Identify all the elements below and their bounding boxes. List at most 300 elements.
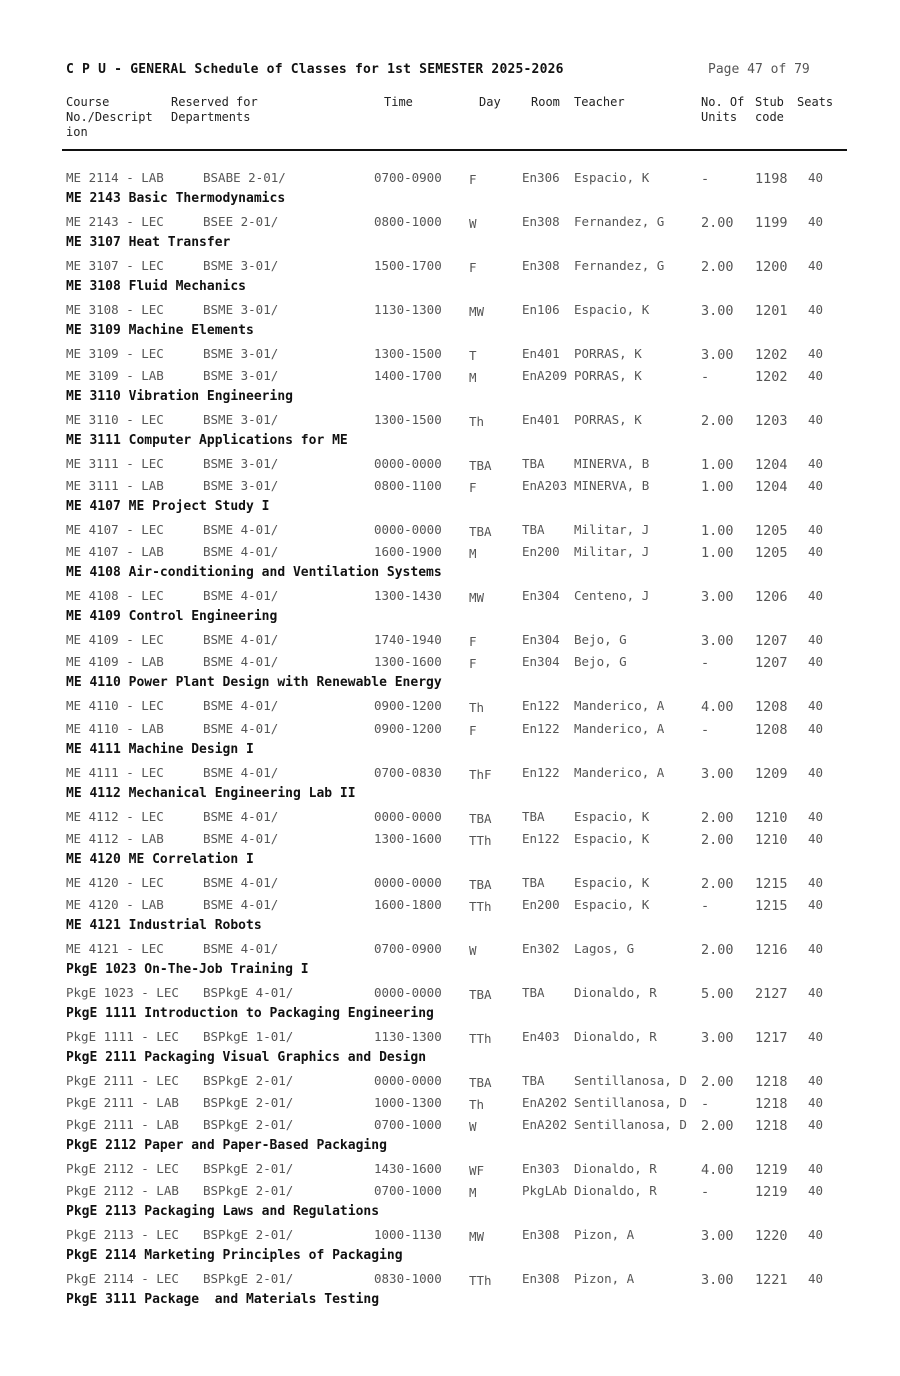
- schedule-row: [0, 632, 900, 652]
- cell-stub: 1221: [755, 1272, 788, 1288]
- col-reserved: Reserved for Departments: [171, 95, 258, 124]
- course-group-title: ME 3107 Heat Transfer: [66, 235, 231, 251]
- cell-stub: 1217: [755, 1029, 788, 1046]
- cell-time: 1600-1900: [374, 544, 442, 560]
- cell-day: TBA: [469, 876, 492, 892]
- cell-dept: BSME 4-01/: [203, 720, 279, 736]
- cell-code: ME 4112 - LAB: [66, 830, 164, 846]
- cell-dept: BSME 4-01/: [203, 874, 279, 890]
- cell-code: ME 3111 - LAB: [66, 478, 164, 494]
- cell-teacher: Manderico, A: [574, 720, 665, 736]
- cell-seats: 40: [808, 1160, 824, 1176]
- cell-code: ME 3108 - LEC: [66, 302, 164, 318]
- cell-day: TBA: [469, 1074, 492, 1090]
- cell-seats: 40: [808, 302, 824, 318]
- cell-time: 0700-1000: [374, 1182, 442, 1198]
- cell-room: En308: [522, 214, 560, 230]
- cell-day: F: [469, 722, 477, 738]
- cell-seats: 40: [808, 1226, 824, 1242]
- cell-dept: BSPkgE 4-01/: [203, 984, 294, 1000]
- cell-units: 2.00: [701, 831, 734, 848]
- cell-day: TTh: [469, 1030, 492, 1046]
- cell-dept: BSME 4-01/: [203, 896, 279, 912]
- cell-stub: 1210: [755, 809, 788, 826]
- cell-time: 1500-1700: [374, 258, 442, 274]
- cell-code: ME 4111 - LEC: [66, 764, 164, 780]
- cell-code: ME 4108 - LEC: [66, 588, 164, 604]
- course-group-title: PkgE 2112 Paper and Paper-Based Packaging: [66, 1137, 387, 1153]
- cell-time: 0700-1000: [374, 1116, 442, 1132]
- cell-code: ME 3109 - LEC: [66, 346, 164, 362]
- cell-code: ME 4110 - LEC: [66, 698, 164, 714]
- cell-room: En302: [522, 940, 560, 956]
- cell-code: PkgE 2111 - LAB: [66, 1094, 179, 1110]
- cell-seats: 40: [808, 720, 824, 736]
- cell-dept: BSPkgE 1-01/: [203, 1028, 294, 1044]
- cell-units: 1.00: [701, 457, 734, 474]
- course-group-title: ME 4120 ME Correlation I: [66, 851, 254, 867]
- cell-units: 3.00: [701, 765, 734, 782]
- schedule-row: [0, 1095, 900, 1115]
- cell-units: 3.00: [701, 589, 734, 606]
- cell-dept: BSPkgE 2-01/: [203, 1072, 294, 1088]
- cell-seats: 40: [808, 456, 824, 472]
- cell-day: TTh: [469, 1273, 492, 1288]
- cell-time: 1600-1800: [374, 896, 442, 912]
- cell-dept: BSME 3-01/: [203, 346, 279, 362]
- cell-code: PkgE 1111 - LEC: [66, 1028, 179, 1044]
- cell-dept: BSEE 2-01/: [203, 214, 279, 230]
- cell-day: TBA: [469, 986, 492, 1002]
- cell-seats: 40: [808, 170, 824, 185]
- cell-teacher: Militar, J: [574, 522, 650, 538]
- cell-room: En122: [522, 830, 560, 846]
- page-number: Page 47 of 79: [708, 62, 810, 77]
- cell-time: 1300-1430: [374, 588, 442, 604]
- cell-seats: 40: [808, 1182, 824, 1198]
- col-room: Room: [531, 95, 560, 109]
- schedule-row: [0, 985, 900, 1005]
- schedule-row: [0, 588, 900, 608]
- cell-room: TBA: [522, 874, 545, 890]
- cell-stub: 1207: [755, 655, 788, 672]
- schedule-row: [0, 1029, 900, 1049]
- schedule-row: [0, 412, 900, 432]
- cell-teacher: Pizon, A: [574, 1226, 635, 1242]
- cell-teacher: PORRAS, K: [574, 346, 642, 362]
- cell-day: TBA: [469, 458, 492, 474]
- cell-time: 0000-0000: [374, 456, 442, 472]
- cell-dept: BSME 4-01/: [203, 654, 279, 670]
- cell-seats: 40: [808, 588, 824, 604]
- cell-seats: 40: [808, 478, 824, 494]
- cell-units: 5.00: [701, 985, 734, 1002]
- cell-teacher: MINERVA, B: [574, 478, 650, 494]
- cell-seats: 40: [808, 940, 824, 956]
- cell-day: TBA: [469, 810, 492, 826]
- cell-room: En122: [522, 698, 560, 714]
- course-group-title: ME 2143 Basic Thermodynamics: [66, 191, 286, 207]
- course-group-title: PkgE 2113 Packaging Laws and Regulations: [66, 1203, 380, 1219]
- cell-teacher: Espacio, K: [574, 808, 650, 824]
- cell-dept: BSME 3-01/: [203, 456, 279, 472]
- cell-dept: BSME 4-01/: [203, 522, 279, 538]
- schedule-row: [0, 765, 900, 785]
- cell-room: EnA202: [522, 1094, 568, 1110]
- cell-dept: BSPkgE 2-01/: [203, 1182, 294, 1198]
- cell-stub: 2127: [755, 985, 788, 1002]
- cell-stub: 1198: [755, 171, 788, 187]
- cell-time: 1300-1500: [374, 412, 442, 428]
- schedule-row: [0, 170, 900, 190]
- cell-teacher: Dionaldo, R: [574, 1182, 657, 1198]
- cell-code: ME 4109 - LEC: [66, 632, 164, 648]
- cell-teacher: Bejo, G: [574, 632, 627, 648]
- cell-units: 2.00: [701, 215, 734, 232]
- cell-code: PkgE 2111 - LAB: [66, 1116, 179, 1132]
- schedule-row: [0, 1117, 900, 1137]
- cell-stub: 1218: [755, 1073, 788, 1090]
- cell-stub: 1206: [755, 589, 788, 606]
- cell-units: 1.00: [701, 479, 734, 496]
- cell-teacher: Dionaldo, R: [574, 1028, 657, 1044]
- cell-stub: 1202: [755, 347, 788, 364]
- cell-dept: BSME 4-01/: [203, 940, 279, 956]
- schedule-row: [0, 831, 900, 851]
- cell-day: Th: [469, 1096, 485, 1112]
- cell-time: 0700-0830: [374, 764, 442, 780]
- col-seats: Seats: [797, 95, 834, 109]
- cell-units: 2.00: [701, 941, 734, 958]
- cell-units: 3.00: [701, 1029, 734, 1046]
- cell-time: 1300-1600: [374, 830, 442, 846]
- cell-teacher: Sentillanosa, D: [574, 1072, 687, 1088]
- cell-stub: 1215: [755, 875, 788, 892]
- cell-units: 2.00: [701, 875, 734, 892]
- schedule-row: [0, 1271, 900, 1291]
- cell-seats: 40: [808, 698, 824, 714]
- cell-code: PkgE 2112 - LAB: [66, 1182, 179, 1198]
- cell-teacher: MINERVA, B: [574, 456, 650, 472]
- schedule-row: [0, 1183, 900, 1203]
- cell-teacher: Bejo, G: [574, 654, 627, 670]
- cell-code: ME 3111 - LEC: [66, 456, 164, 472]
- schedule-row: [0, 456, 900, 476]
- cell-units: -: [701, 897, 710, 914]
- cell-time: 1130-1300: [374, 1028, 442, 1044]
- col-time: Time: [384, 95, 413, 109]
- schedule-row: [0, 721, 900, 741]
- cell-room: TBA: [522, 456, 545, 472]
- course-group-title: PkgE 3111 Package and Materials Testing: [66, 1292, 380, 1308]
- cell-room: En401: [522, 412, 560, 428]
- cell-units: -: [701, 1183, 710, 1200]
- cell-room: En122: [522, 764, 560, 780]
- cell-teacher: Dionaldo, R: [574, 1160, 657, 1176]
- cell-teacher: Espacio, K: [574, 874, 650, 890]
- cell-time: 1400-1700: [374, 368, 442, 384]
- cell-units: 2.00: [701, 413, 734, 430]
- cell-seats: 40: [808, 764, 824, 780]
- cell-code: PkgE 2114 - LEC: [66, 1271, 179, 1286]
- course-group-title: ME 4110 Power Plant Design with Renewable Energy: [66, 675, 442, 691]
- cell-teacher: Fernandez, G: [574, 214, 665, 230]
- cell-code: ME 3107 - LEC: [66, 258, 164, 274]
- cell-time: 1300-1600: [374, 654, 442, 670]
- cell-dept: BSME 3-01/: [203, 302, 279, 318]
- cell-day: Th: [469, 700, 485, 716]
- cell-seats: 40: [808, 896, 824, 912]
- cell-stub: 1216: [755, 941, 788, 958]
- schedule-row: [0, 654, 900, 674]
- cell-seats: 40: [808, 412, 824, 428]
- course-group-title: PkgE 1111 Introduction to Packaging Engineering: [66, 1005, 434, 1021]
- cell-time: 1000-1130: [374, 1226, 442, 1242]
- cell-dept: BSPkgE 2-01/: [203, 1226, 294, 1242]
- cell-units: 1.00: [701, 545, 734, 562]
- cell-units: -: [701, 1095, 710, 1112]
- cell-day: W: [469, 942, 477, 958]
- cell-dept: BSME 4-01/: [203, 698, 279, 714]
- cell-code: PkgE 2111 - LEC: [66, 1072, 179, 1088]
- cell-time: 0000-0000: [374, 984, 442, 1000]
- cell-stub: 1218: [755, 1117, 788, 1134]
- cell-day: ThF: [469, 766, 492, 782]
- cell-units: -: [701, 171, 710, 187]
- cell-room: En401: [522, 346, 560, 362]
- cell-time: 0000-0000: [374, 1072, 442, 1088]
- cell-stub: 1215: [755, 897, 788, 914]
- cell-code: PkgE 2112 - LEC: [66, 1160, 179, 1176]
- cell-units: -: [701, 721, 710, 738]
- cell-day: F: [469, 172, 477, 187]
- cell-room: TBA: [522, 522, 545, 538]
- cell-teacher: Espacio, K: [574, 302, 650, 318]
- cell-stub: 1200: [755, 259, 788, 276]
- cell-dept: BSPkgE 2-01/: [203, 1094, 294, 1110]
- cell-dept: BSME 4-01/: [203, 632, 279, 648]
- schedule-row: [0, 522, 900, 542]
- cell-dept: BSME 4-01/: [203, 544, 279, 560]
- cell-code: ME 4120 - LAB: [66, 896, 164, 912]
- cell-dept: BSME 4-01/: [203, 808, 279, 824]
- cell-room: En308: [522, 1226, 560, 1242]
- cell-time: 0800-1100: [374, 478, 442, 494]
- cell-day: TTh: [469, 832, 492, 848]
- cell-units: 3.00: [701, 633, 734, 650]
- cell-stub: 1204: [755, 479, 788, 496]
- schedule-row: [0, 1227, 900, 1247]
- cell-stub: 1199: [755, 215, 788, 232]
- course-group-title: ME 4112 Mechanical Engineering Lab II: [66, 785, 356, 801]
- cell-units: 2.00: [701, 1073, 734, 1090]
- cell-room: En106: [522, 302, 560, 318]
- col-day: Day: [479, 95, 501, 109]
- cell-units: 1.00: [701, 523, 734, 540]
- cell-teacher: Lagos, G: [574, 940, 635, 956]
- cell-seats: 40: [808, 808, 824, 824]
- cell-units: 3.00: [701, 303, 734, 320]
- cell-code: ME 4120 - LEC: [66, 874, 164, 890]
- cell-code: ME 3109 - LAB: [66, 368, 164, 384]
- col-teacher: Teacher: [574, 95, 625, 109]
- cell-day: W: [469, 216, 477, 232]
- cell-teacher: Pizon, A: [574, 1271, 635, 1286]
- cell-code: ME 2143 - LEC: [66, 214, 164, 230]
- cell-seats: 40: [808, 522, 824, 538]
- cell-room: En303: [522, 1160, 560, 1176]
- cell-time: 1430-1600: [374, 1160, 442, 1176]
- cell-teacher: PORRAS, K: [574, 368, 642, 384]
- cell-room: EnA209: [522, 368, 568, 384]
- cell-stub: 1208: [755, 721, 788, 738]
- schedule-row: [0, 1073, 900, 1093]
- cell-day: MW: [469, 1228, 485, 1244]
- cell-dept: BSME 4-01/: [203, 830, 279, 846]
- cell-seats: 40: [808, 654, 824, 670]
- schedule-row: [0, 368, 900, 388]
- cell-seats: 40: [808, 1028, 824, 1044]
- cell-seats: 40: [808, 346, 824, 362]
- cell-room: PkgLAb: [522, 1182, 568, 1198]
- cell-stub: 1203: [755, 413, 788, 430]
- cell-day: TBA: [469, 524, 492, 540]
- cell-code: ME 4112 - LEC: [66, 808, 164, 824]
- cell-teacher: Centeno, J: [574, 588, 650, 604]
- cell-code: ME 4107 - LEC: [66, 522, 164, 538]
- cell-dept: BSME 4-01/: [203, 588, 279, 604]
- cell-time: 0000-0000: [374, 522, 442, 538]
- cell-day: T: [469, 348, 477, 364]
- cell-teacher: Manderico, A: [574, 764, 665, 780]
- cell-room: En308: [522, 1271, 560, 1286]
- cell-seats: 40: [808, 1072, 824, 1088]
- cell-seats: 40: [808, 1116, 824, 1132]
- cell-room: EnA202: [522, 1116, 568, 1132]
- schedule-row: [0, 941, 900, 961]
- cell-stub: 1207: [755, 633, 788, 650]
- cell-day: F: [469, 260, 477, 276]
- cell-stub: 1209: [755, 765, 788, 782]
- cell-code: ME 4110 - LAB: [66, 720, 164, 736]
- cell-seats: 40: [808, 1094, 824, 1110]
- cell-seats: 40: [808, 632, 824, 648]
- cell-time: 0900-1200: [374, 698, 442, 714]
- cell-day: M: [469, 546, 477, 562]
- cell-units: 3.00: [701, 1272, 734, 1288]
- cell-dept: BSME 3-01/: [203, 368, 279, 384]
- cell-room: En200: [522, 896, 560, 912]
- cell-stub: 1202: [755, 369, 788, 386]
- course-group-title: ME 4121 Industrial Robots: [66, 917, 262, 933]
- cell-seats: 40: [808, 830, 824, 846]
- cell-day: MW: [469, 304, 485, 320]
- cell-day: M: [469, 1184, 477, 1200]
- cell-day: F: [469, 480, 477, 496]
- cell-dept: BSME 4-01/: [203, 764, 279, 780]
- cell-day: Th: [469, 414, 485, 430]
- course-group-title: ME 4109 Control Engineering: [66, 609, 278, 625]
- cell-time: 0830-1000: [374, 1271, 442, 1286]
- cell-stub: 1205: [755, 545, 788, 562]
- cell-seats: 40: [808, 544, 824, 560]
- cell-stub: 1210: [755, 831, 788, 848]
- cell-stub: 1219: [755, 1183, 788, 1200]
- cell-stub: 1201: [755, 303, 788, 320]
- cell-units: 4.00: [701, 699, 734, 716]
- cell-code: ME 2114 - LAB: [66, 170, 164, 185]
- cell-day: MW: [469, 590, 485, 606]
- cell-dept: BSABE 2-01/: [203, 170, 286, 185]
- schedule-row: [0, 214, 900, 234]
- course-group-title: PkgE 2111 Packaging Visual Graphics and Design: [66, 1049, 427, 1065]
- cell-room: TBA: [522, 984, 545, 1000]
- cell-day: W: [469, 1118, 477, 1134]
- cell-units: -: [701, 655, 710, 672]
- course-group-title: ME 3109 Machine Elements: [66, 323, 254, 339]
- cell-seats: 40: [808, 258, 824, 274]
- col-stub: Stub code: [755, 95, 784, 124]
- cell-seats: 40: [808, 368, 824, 384]
- cell-room: En200: [522, 544, 560, 560]
- cell-code: ME 4121 - LEC: [66, 940, 164, 956]
- cell-seats: 40: [808, 214, 824, 230]
- cell-day: TTh: [469, 898, 492, 914]
- cell-stub: 1208: [755, 699, 788, 716]
- cell-room: En403: [522, 1028, 560, 1044]
- schedule-row: [0, 698, 900, 718]
- cell-day: F: [469, 656, 477, 672]
- cell-units: 2.00: [701, 259, 734, 276]
- col-course: Course No./Descript ion: [66, 95, 153, 139]
- cell-room: En122: [522, 720, 560, 736]
- cell-time: 0900-1200: [374, 720, 442, 736]
- cell-code: PkgE 1023 - LEC: [66, 984, 179, 1000]
- cell-teacher: Dionaldo, R: [574, 984, 657, 1000]
- course-group-title: ME 4111 Machine Design I: [66, 741, 254, 757]
- col-units: No. Of Units: [701, 95, 745, 124]
- cell-stub: 1220: [755, 1227, 788, 1244]
- cell-room: En308: [522, 258, 560, 274]
- schedule-row: [0, 809, 900, 829]
- cell-time: 0000-0000: [374, 808, 442, 824]
- cell-teacher: PORRAS, K: [574, 412, 642, 428]
- cell-room: En304: [522, 632, 560, 648]
- cell-time: 0800-1000: [374, 214, 442, 230]
- cell-code: ME 4107 - LAB: [66, 544, 164, 560]
- cell-time: 1130-1300: [374, 302, 442, 318]
- cell-day: M: [469, 370, 477, 386]
- cell-teacher: Sentillanosa, D: [574, 1116, 687, 1132]
- course-group-title: ME 4108 Air-conditioning and Ventilation Systems: [66, 565, 442, 581]
- cell-seats: 40: [808, 1271, 824, 1286]
- cell-units: 4.00: [701, 1161, 734, 1178]
- cell-seats: 40: [808, 984, 824, 1000]
- schedule-row: [0, 478, 900, 498]
- schedule-row: [0, 346, 900, 366]
- cell-teacher: Espacio, K: [574, 830, 650, 846]
- cell-dept: BSPkgE 2-01/: [203, 1116, 294, 1132]
- cell-time: 0700-0900: [374, 940, 442, 956]
- cell-day: F: [469, 634, 477, 650]
- cell-units: 2.00: [701, 809, 734, 826]
- cell-stub: 1204: [755, 457, 788, 474]
- cell-room: En304: [522, 654, 560, 670]
- schedule-row: [0, 1161, 900, 1181]
- cell-teacher: Fernandez, G: [574, 258, 665, 274]
- cell-teacher: Militar, J: [574, 544, 650, 560]
- cell-room: En304: [522, 588, 560, 604]
